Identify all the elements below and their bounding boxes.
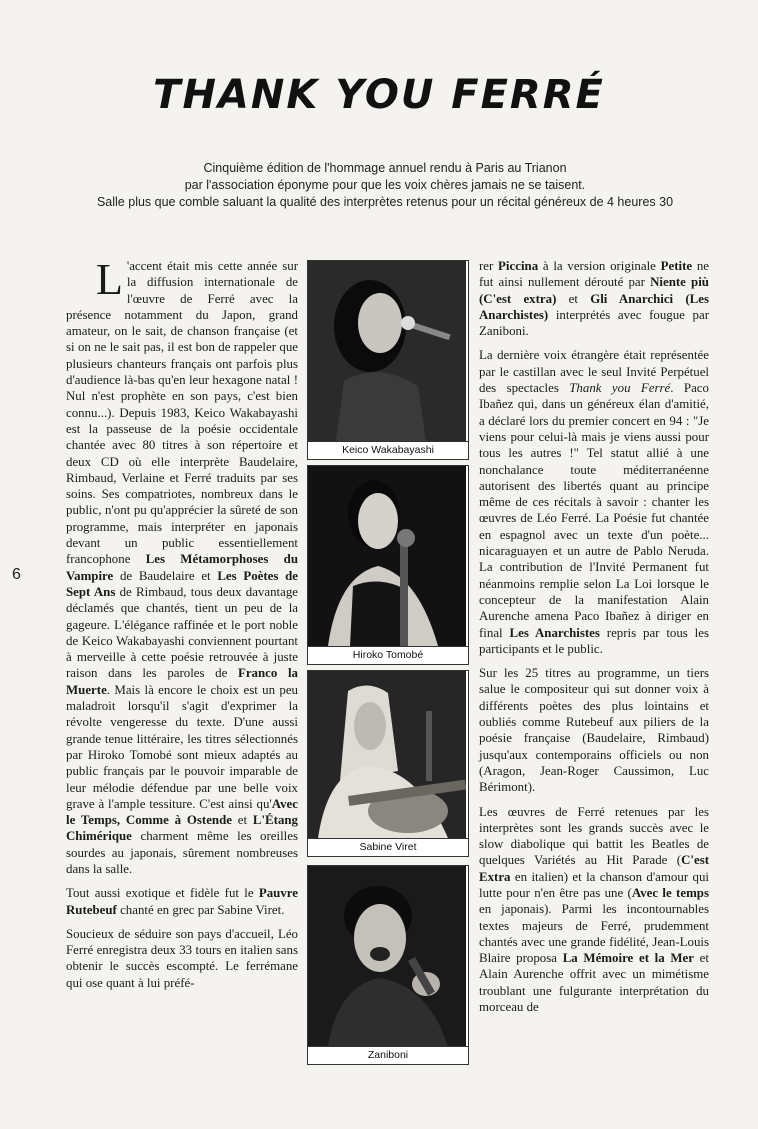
subtitle-line: Salle plus que comble saluant la qualité des interprètes retenus pour un récital généreux de 4 heures 30 — [96, 195, 674, 209]
text-run: . Paco Ibañez qui, dans un généreux élan d'amitié, a déclaré lors du premier concert en 94 : "Je viens pour celui-là mais je viens aussi pour tous les autres !" Tel statut allié à une nonchalance toute méditerranéenne autorisent des libertés quant au principe même de ces récitals à savoir : chanter les œuvres de Léo Ferré. La Poésie fut chantée en espagnol avec un texte d'un poète... nicaraguayen et un autre de Pablo Neruda. La contribution de l'Invité Permanent fut néanmoins remplie selon La Loi lorsque le concepteur de la manifestation Alain Aurenche amena Paco Ibañez à diriger en final — [479, 381, 709, 640]
show-title: Thank you Ferré — [569, 381, 671, 396]
subtitle-line: par l'association éponyme pour que les voix chères jamais ne se taisent. — [184, 178, 586, 192]
song-title: L'Étang Chimérique — [66, 813, 299, 844]
text-run: repris par tous les participants et le public. — [479, 625, 709, 656]
text-run: chanté en grec par Sabine Viret. — [116, 902, 285, 917]
song-title: Petite — [660, 259, 693, 273]
paragraph — [479, 258, 709, 339]
text-run: et — [556, 291, 591, 306]
photo-hiroko-tomobe — [307, 465, 469, 665]
text-run: charment même les oreilles sourdes au japonais, sûrement nombreuses dans la salle. — [66, 829, 298, 876]
text-run: ne fut ainsi nullement dérouté par — [479, 259, 710, 290]
photo-keico-wakabayashi — [307, 260, 469, 460]
article-title: THANK YOU FERRÉ — [153, 72, 605, 118]
text-run: en japonais). Parmi les incontournables textes majeurs de Ferré, prudemment chantés avec une grande fidélité, Jean-Louis Blaire proposa — [479, 902, 709, 966]
song-title: Les Anarchistes — [509, 625, 600, 640]
song-title: Franco la Muerte — [66, 666, 298, 697]
photo-caption: Keico Wakabayashi — [308, 441, 468, 459]
text-column-right — [479, 258, 709, 1023]
paragraph — [66, 885, 298, 918]
text-run: et — [232, 813, 253, 828]
song-title: C'est Extra — [479, 853, 709, 884]
song-title: La Mémoire et la Mer — [562, 951, 694, 966]
text-run: rer — [479, 259, 499, 273]
text-column-left — [66, 255, 299, 999]
song-title: Piccina — [498, 259, 539, 273]
song-title: Avec le temps — [631, 885, 709, 900]
paragraph: Soucieux de séduire son pays d'accueil, Léo Ferré enregistra deux 33 tours en italien sans obtenir le succès escompté. Le ferrémane qui ose quant à lui préfé- — [66, 926, 298, 990]
text-run: de Rimbaud, tous deux davantage déclamés que chantés, tient un peu de la gageure. L'élégance raffinée et le port noble de Keico Wakabayashi conviennent pourtant à merveille à cette poésie retrouvée à juste raison dans les paroles de — [66, 584, 299, 681]
song-title: Pauvre Rutebeuf — [66, 886, 298, 917]
text-run: . Mais là encore le choix est un peu maladroit lorsqu'il s'agit d'exprimer la révolte vengeresse du texte. D'une aussi grande tenue littéraire, les titres sélectionnés par Hiroko Tomobé sont mieux adaptés au public français par le pouvoir imparable de leur mélodie défendue par une belle voix grave à l'ample tessiture. C'est ainsi qu' — [66, 682, 298, 811]
article-subtitle — [40, 160, 730, 211]
paragraph — [66, 255, 299, 877]
song-title: Avec le Temps, Comme à Ostende — [66, 796, 298, 828]
drop-cap: L — [96, 255, 123, 304]
text-run: de Baudelaire et — [113, 568, 218, 583]
singer-photo — [308, 671, 466, 838]
paragraph — [479, 347, 709, 657]
photo-caption: Zaniboni — [308, 1046, 468, 1064]
subtitle-line: Cinquième édition de l'hommage annuel rendu à Paris au Trianon — [203, 161, 567, 175]
text-run: La dernière voix étrangère était représentée par le castillan avec le seul Invité Perpétuel des spectacles — [479, 348, 709, 396]
paragraph: Sur les 25 titres au programme, un tiers salue le compositeur qui sut donner voix à différents poètes des plus lointains et oubliés comme Rutebeuf aux piliers de la poésie française (Baudelaire, Rimbaud) jusqu'aux contemporains officiels ou non (Aragon, Jean-Roger Caussimon, Luc Bérimont). — [479, 666, 709, 795]
singer-photo — [308, 466, 466, 646]
paragraph — [479, 804, 709, 1016]
song-title: Les Poètes de Sept Ans — [66, 568, 298, 599]
song-title: Les Métamorphoses du Vampire — [66, 552, 298, 583]
photo-zaniboni — [307, 865, 469, 1065]
photo-caption: Sabine Viret — [308, 838, 468, 856]
text-run: en italien) et la chanson d'amour qui lutte pour n'en être pas une ( — [479, 869, 709, 900]
text-run: et Alain Aurenche offrit avec un mimétisme troublant une fulgurante interprétation du morceau de — [479, 951, 709, 1015]
photo-caption: Hiroko Tomobé — [308, 646, 468, 664]
text-run: Les œuvres de Ferré retenues par les interprètes sont les grands succès avec le slow diabolique qui battit les Beatles de quelques Variétés au Hit Parade ( — [479, 804, 709, 868]
text-run: interprétés avec fougue par Zaniboni. — [479, 307, 709, 339]
page-number: 6 — [12, 566, 21, 583]
text-run: à la version originale — [538, 259, 661, 273]
song-title: Gli Anarchici (Les Anarchistes) — [479, 291, 709, 322]
singer-photo — [308, 261, 466, 441]
text-run: 'accent était mis cette année sur la diffusion internationale de l'œuvre de Ferré avec la présence notamment du Japon, grand amateur, on le sait, de chanson française (et si on ne le sait pas, il est bon de rappeler que plusieurs chanteurs français ont parfois plus d'audience là-bas qu'en leur hexagone natal ! Nul n'est prophète en son pays, c'est bien connu...). Depuis 1983, Keico Wakabayashi est la passeuse de la poésie occidentale chantée avec 80 titres à son répertoire et deux CD où elle interprète Baudelaire, Rimbaud, Verlaine et Ferré traduits par ses soins. Ses compatriotes, nombreux dans le public, n'ont pu qu'apprécier la sûreté de son programme, mais interpréter en japonais devant un public essentiellement francophone — [66, 259, 298, 567]
photo-sabine-viret — [307, 670, 469, 857]
singer-photo — [308, 866, 466, 1046]
text-run: Tout aussi exotique et fidèle fut le — [66, 886, 259, 901]
song-title: Niente più (C'est extra) — [479, 275, 709, 306]
